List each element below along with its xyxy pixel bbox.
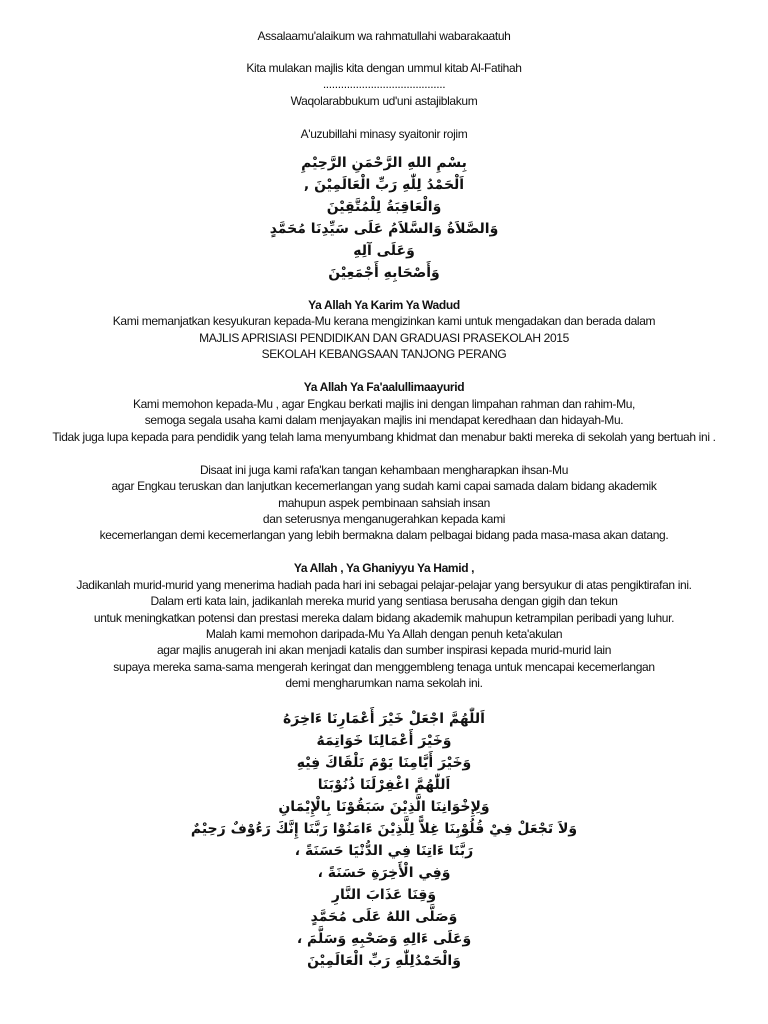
- paragraph-line: semoga segala usaha kami dalam menjayakan majlis ini mendapat keredhaan dan hidayah-Mu.: [144, 413, 624, 427]
- arabic-opening-line: وَالصَّلاَةُ وَالسَّلاَمُ عَلَى سَيِّدِنَا مُحَمَّدٍ: [269, 221, 499, 237]
- arabic-closing-line: وَالْحَمْدُلِلّٰهِ رَبِّ الْعَالَمِيْنَ: [307, 953, 461, 969]
- arabic-closing-line: اَللّٰهُمَّ اجْعَلْ خَيْرَ أَعْمَارِنَا ءَاخِرَهُ: [283, 711, 485, 727]
- arabic-closing-line: وَعَلَى ءَالِهِ وَصَحْبِهِ وَسَلَّمَ ،: [296, 931, 472, 947]
- arabic-opening-line: اَلْحَمْدُ لِلّٰهِ رَبِّ الْعَالَمِيْنَ ,: [303, 177, 465, 193]
- arabic-closing-line: وَلِإِخْوَانِنَا الَّذِيْنَ سَبَقُوْنَا بِالْإِيْمَانِ: [278, 799, 490, 815]
- arabic-closing-line: وَفِي الْأَخِرَةِ حَسَنَةً ،: [317, 865, 451, 881]
- arabic-opening-line: وَالْعَاقِبَةُ لِلْمُتَّقِيْنَ: [326, 199, 442, 215]
- arabic-opening-line: وَأَصْحَابِهِ أَجْمَعِيْنَ: [328, 265, 440, 281]
- arabic-closing-line: وَخَيْرَ أَيَّامِنَا يَوْمَ نَلْقَاكَ فِيْهِ: [296, 755, 472, 771]
- paragraph-line: Kami memohon kepada-Mu , agar Engkau berkati majlis ini dengan limpahan rahman dan rahim-Mu,: [132, 397, 636, 411]
- paragraph-line: Kami memanjatkan kesyukuran kepada-Mu kerana mengizinkan kami untuk mengadakan dan berada dalam: [112, 314, 656, 328]
- paragraph-line: demi mengharumkan nama sekolah ini.: [285, 676, 483, 690]
- arabic-opening-line: وَعَلَى آلِهِ: [353, 243, 415, 259]
- paragraph-line: agar majlis anugerah ini akan menjadi katalis dan sumber inspirasi kepada murid-murid lain: [156, 643, 612, 657]
- salam-line: Assalaamu'alaikum wa rahmatullahi wabarakaatuh: [257, 29, 511, 43]
- dotted-line: .........................................: [322, 77, 446, 91]
- paragraph-line: Disaat ini juga kami rafa'kan tangan kehambaan mengharapkan ihsan-Mu: [199, 463, 569, 477]
- paragraph-line: untuk meningkatkan potensi dan prestasi mereka dalam bidang akademik mahupun ketrampilan peribadi yang luhur.: [93, 611, 675, 625]
- fatihah-line: Kita mulakan majlis kita dengan ummul kitab Al-Fatihah: [246, 61, 522, 75]
- paragraph-line: Malah kami memohon daripada-Mu Ya Allah dengan penuh keta'akulan: [205, 627, 563, 641]
- auzubillahi-line: A'uzubillahi minasy syaitonir rojim: [300, 127, 468, 141]
- arabic-closing-line: وَصَلَّى اللهُ عَلَى مُحَمَّدٍ: [310, 909, 458, 925]
- section-heading: Ya Allah Ya Fa'aalullimaayurid: [303, 380, 465, 394]
- section-heading: Ya Allah , Ya Ghaniyyu Ya Hamid ,: [293, 561, 475, 575]
- paragraph-line: mahupun aspek pembinaan sahsiah insan: [278, 496, 490, 510]
- arabic-closing-line: وَلاَ تَجْعَلْ فِيْ قُلُوْبِنَا غِلاًّ لِلَّذِيْنَ ءَامَنُوْا رَبَّنَا إِنَّكَ رَءُوْفٌ رَحِيْمٌ: [190, 821, 578, 837]
- paragraph-line: Dalam erti kata lain, jadikanlah mereka murid yang sentiasa berusaha dengan gigih dan tekun: [150, 594, 618, 608]
- paragraph-line: Tidak juga lupa kepada para pendidik yang telah lama menyumbang khidmat dan menabur bakti mereka di sekolah yang bertuah ini .: [52, 430, 716, 444]
- paragraph-line: dan seterusnya menganugerahkan kepada kami: [262, 512, 506, 526]
- paragraph-line: agar Engkau teruskan dan lanjutkan kecemerlangan yang sudah kami capai samada dalam bidang akademik: [111, 479, 657, 493]
- arabic-closing-line: اَللّٰهُمَّ اغْفِرْلَنَا ذُنُوْبَنَا: [317, 777, 451, 793]
- paragraph-line: supaya mereka sama-sama mengerah keringat dan menggembleng tenaga untuk mencapai kecemerlangan: [113, 660, 655, 674]
- waqola-line: Waqolarabbukum ud'uni astajiblakum: [290, 94, 478, 108]
- paragraph-line: kecemerlangan demi kecemerlangan yang lebih bermakna dalam pelbagai bidang pada masa-masa akan datang.: [99, 528, 669, 542]
- paragraph-line: MAJLIS APRISIASI PENDIDIKAN DAN GRADUASI PRASEKOLAH 2015: [199, 331, 569, 345]
- arabic-closing-line: وَخَيْرَ أَعْمَالِنَا خَوَاتِمَهُ: [316, 733, 452, 749]
- arabic-closing-line: رَبَّنَا ءَاتِنَا فِي الدُّنْيَا حَسَنَةً ،: [294, 843, 474, 859]
- arabic-opening-line: بِسْمِ اللهِ الرَّحْمَنِ الرَّحِيْمِ: [301, 155, 467, 171]
- section-heading: Ya Allah Ya Karim Ya Wadud: [308, 298, 460, 312]
- paragraph-line: SEKOLAH KEBANGSAAN TANJONG PERANG: [261, 347, 507, 361]
- paragraph-line: Jadikanlah murid-murid yang menerima hadiah pada hari ini sebagai pelajar-pelajar yang bersyukur di atas pengiktirafan ini.: [76, 578, 692, 592]
- arabic-closing-line: وَقِنَا عَذَابَ النَّارِ: [331, 887, 437, 903]
